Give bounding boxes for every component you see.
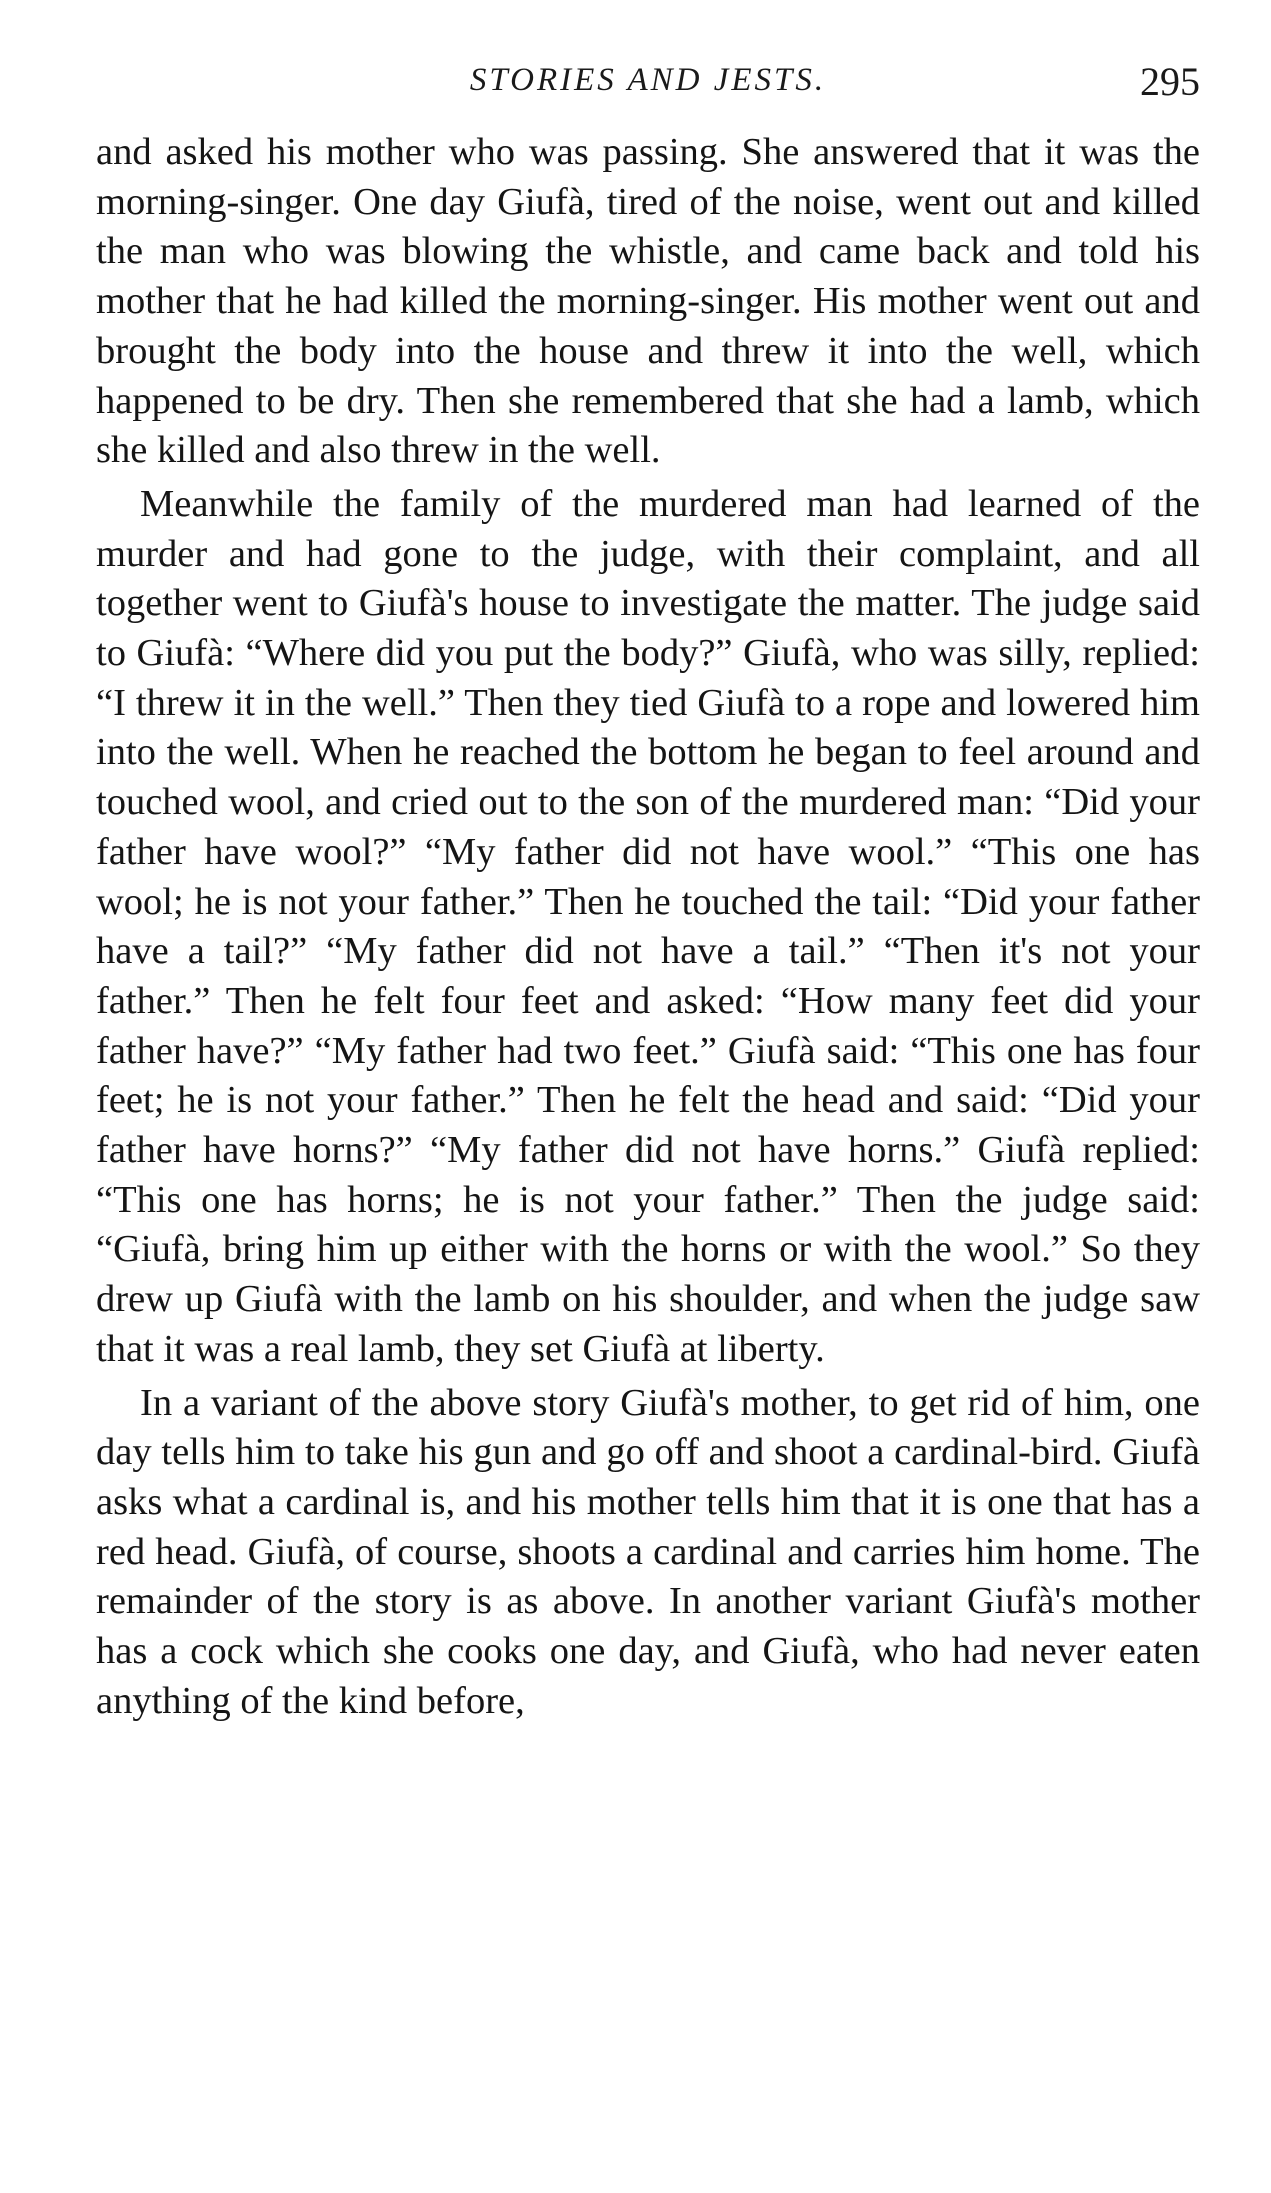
paragraph-continued: and asked his mother who was passing. She answered that it was the morning-singer. One day Giufà, tired of the noise, went out and killed the man who was blowing the whistle, and came back and told his mother that he had killed the morning-singer. His mother went out and brought the body into the house and threw it into the well, which happened to be dry. Then she remembered that she had a lamb, which she killed and also threw in the well. — [96, 131, 1200, 472]
running-title: STORIES AND JESTS. — [469, 62, 827, 98]
paragraph-variant: In a variant of the above story Giufà's mother, to get rid of him, one day tells him to take his gun and go off and shoot a cardinal-bird. Giufà asks what a cardinal is, and his mother tells him that it is one that has a red head. Giufà, of course, shoots a cardinal and carries him home. The remainder of the story is as above. In another variant Giufà's mother has a cock which she cooks one day, and Giufà, who had never eaten anything of the kind before, — [96, 1381, 1200, 1722]
running-head — [96, 58, 1200, 108]
body-text — [96, 128, 1200, 1727]
paragraph-judge: Meanwhile the family of the murdered man had learned of the murder and had gone to the judge, with their complaint, and all together went to Giufà's house to investigate the matter. The judge said to Giufà: “Where did you put the body?” Giufà, who was silly, replied: “I threw it in the well.” Then they tied Giufà to a rope and lowered him into the well. When he reached the bottom he began to feel around and touched wool, and cried out to the son of the murdered man: “Did your father have wool?” “My father did not have wool.” “This one has wool; he is not your father.” Then he touched the tail: “Did your father have a tail?” “My father did not have a tail.” “Then it's not your father.” Then he felt four feet and asked: “How many feet did your father have?” “My father had two feet.” Giufà said: “This one has four feet; he is not your father.” Then he felt the head and said: “Did your father have horns?” “My father did not have horns.” Giufà replied: “This one has horns; he is not your father.” Then the judge said: “Giufà, bring him up either with the horns or with the wool.” So they drew up Giufà with the lamb on his shoulder, and when the judge saw that it was a real lamb, they set Giufà at liberty. — [96, 482, 1200, 1370]
page-number: 295 — [1140, 59, 1200, 104]
